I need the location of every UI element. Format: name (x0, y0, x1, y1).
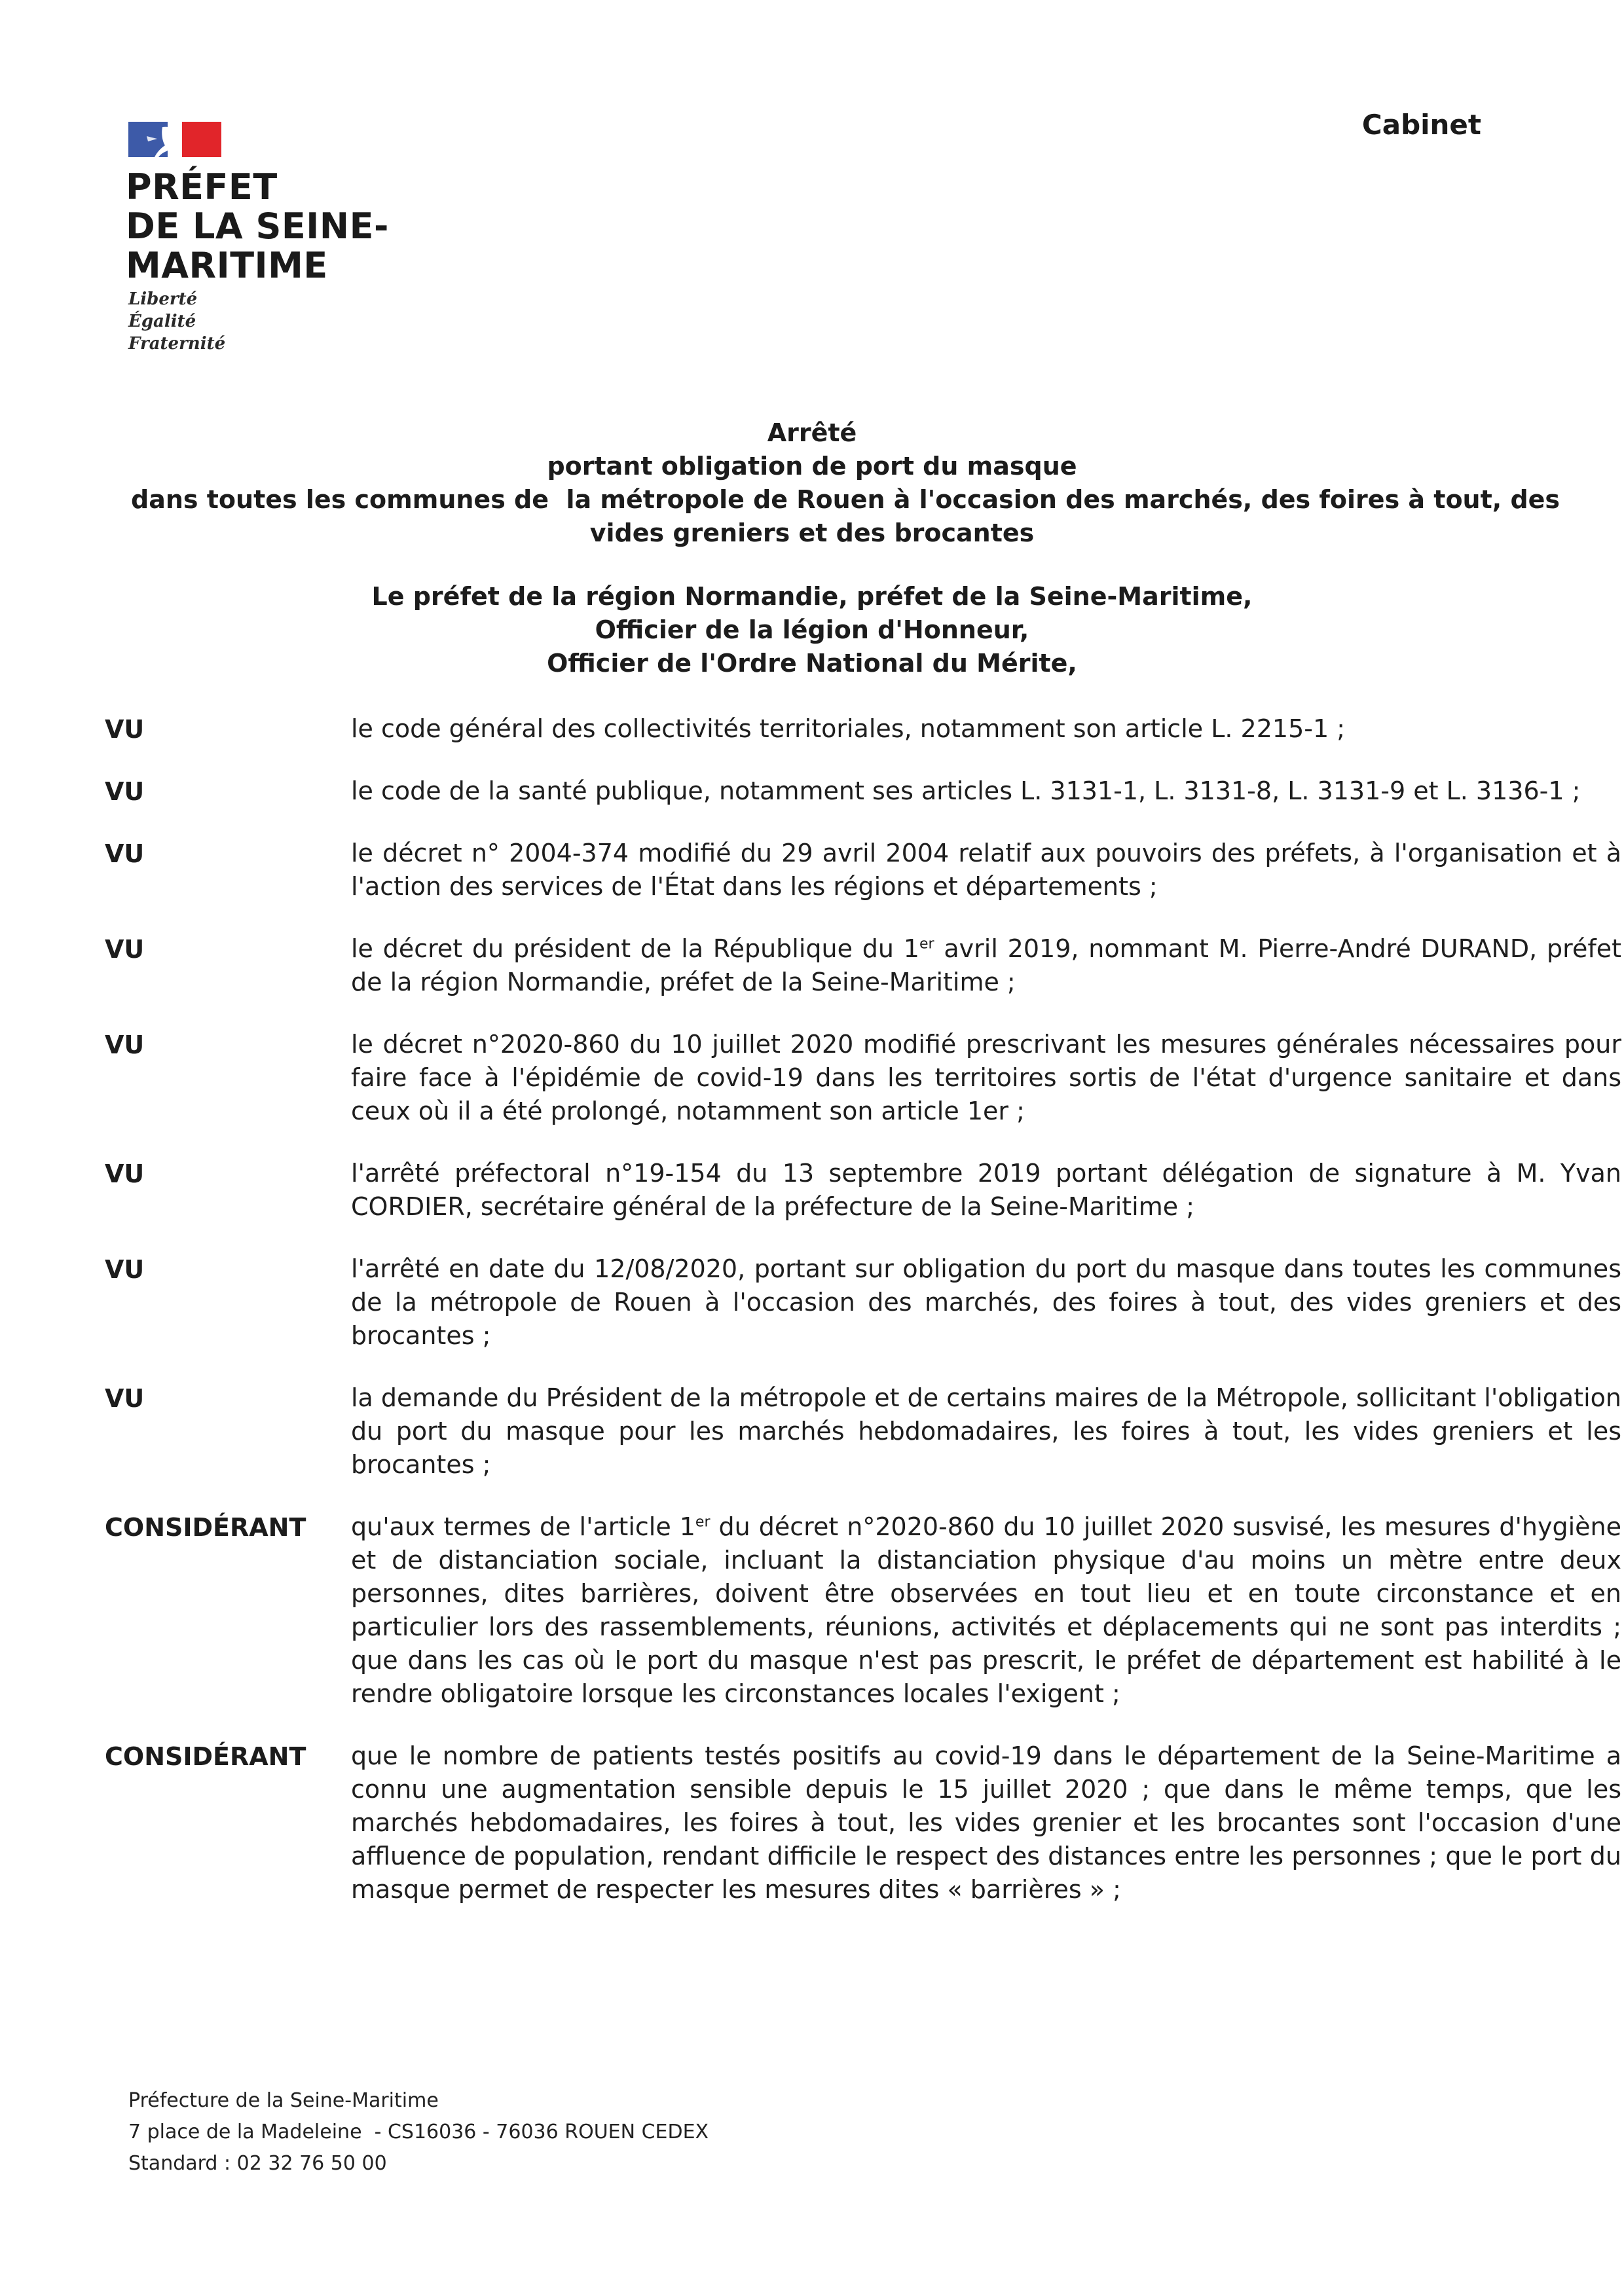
recital-text-part: avril 2019, nommant M. Pierre-André DURAND, préfet de la région Normandie, préfet de la Seine-Maritime ; (351, 934, 1621, 996)
authority-line-3: Officier de l'Ordre National du Mérite, (547, 649, 1077, 678)
recital-text (351, 712, 1621, 746)
motto-egalite: Égalité (128, 312, 196, 331)
recital-item (105, 1740, 1621, 1906)
recital-text-part: le code de la santé publique, notamment ses articles L. 3131-1, L. 3131-8, L. 3131-9 et L. 3136-1 ; (351, 776, 1581, 805)
title-line-1: Arrêté (767, 418, 857, 447)
superscript: er (695, 1514, 710, 1531)
recital-text (351, 1510, 1621, 1711)
recital-text-part: qu'aux termes de l'article 1 (351, 1512, 695, 1541)
recital-label: CONSIDÉRANT (105, 1742, 306, 1771)
recital-label: CONSIDÉRANT (105, 1513, 306, 1542)
recital-text (351, 837, 1621, 903)
recital-label: VU (105, 935, 145, 964)
recital-label: VU (105, 1159, 145, 1188)
recital-item (105, 1252, 1621, 1353)
recital-label: VU (105, 1030, 145, 1059)
recital-text-part: le décret n°2020-860 du 10 juillet 2020 modifié prescrivant les mesures générales nécessaires pour faire face à l'épidémie de covid-19 dans les territoires sortis de l'état d'urgence sanitaire et dans ceux où il a été prolongé, notamment son article 1er ; (351, 1030, 1621, 1125)
service-label: Cabinet (1361, 109, 1481, 141)
footer-line-3: Standard : 02 32 76 50 00 (128, 2152, 387, 2175)
prefet-title (126, 168, 389, 285)
marianne-logo (128, 122, 221, 157)
authority-block (131, 580, 1493, 680)
recital-text (351, 1252, 1621, 1353)
recital-text-part: l'arrêté préfectoral n°19-154 du 13 septembre 2019 portant délégation de signature à M. Yvan CORDIER, secrétaire général de la préfecture de la Seine-Maritime ; (351, 1159, 1621, 1221)
recital-text (351, 774, 1621, 808)
recital-label: VU (105, 1384, 145, 1413)
recital-item (105, 712, 1519, 746)
title-line-3: dans toutes les communes de la métropole de Rouen à l'occasion des marchés, des foires à tout, des (131, 485, 1560, 514)
recital-text-part: du décret n°2020-860 du 10 juillet 2020 susvisé, les mesures d'hygiène et de distanciation sociale, incluant la distanciation physique d'au moins un mètre entre deux personnes, dites barrières, doivent être observées en tout lieu et en toute circonstance et en particulier lors des rassemblements, réunions, activités et déplacements qui ne sont pas interdits ; que dans les cas où le port du masque n'est pas prescrit, le préfet de département est habilité à le rendre obligatoire lorsque les circonstances locales l'exigent ; (351, 1512, 1621, 1708)
footer-address (128, 2085, 709, 2179)
recital-item (105, 932, 1621, 999)
recital-text-part: l'arrêté en date du 12/08/2020, portant sur obligation du port du masque dans toutes les communes de la métropole de Rouen à l'occasion des marchés, des foires à tout, des vides greniers et des brocantes ; (351, 1254, 1621, 1350)
footer-line-1: Préfecture de la Seine-Maritime (128, 2089, 439, 2112)
recital-item (105, 1157, 1621, 1224)
decree-title (131, 416, 1560, 550)
recital-text-part: la demande du Président de la métropole et de certains maires de la Métropole, sollicitant l'obligation du port du masque pour les marchés hebdomadaires, les foires à tout, les vides greniers et les brocantes ; (351, 1383, 1621, 1479)
title-line-4: vides greniers et des brocantes (589, 519, 1035, 547)
recital-text (351, 1381, 1621, 1482)
recital-label: VU (105, 1255, 145, 1284)
recital-item (105, 837, 1621, 903)
recital-text-part: le décret n° 2004-374 modifié du 29 avril 2004 relatif aux pouvoirs des préfets, à l'organisation et à l'action des services de l'État dans les régions et départements ; (351, 839, 1621, 901)
recital-text-part: le code général des collectivités territoriales, notamment son article L. 2215-1 ; (351, 714, 1346, 743)
superscript: er (919, 936, 934, 953)
recital-text (351, 1740, 1621, 1906)
recital-text (351, 1028, 1621, 1128)
recital-text (351, 1157, 1621, 1224)
recital-label: VU (105, 777, 145, 806)
recital-text-part: le décret du président de la République du 1 (351, 934, 919, 963)
recitals-list (105, 712, 1621, 1935)
recital-item (105, 1510, 1621, 1711)
motto-fraternite: Fraternité (128, 334, 226, 354)
prefet-line-3: MARITIME (126, 245, 328, 286)
recital-label: VU (105, 839, 145, 868)
footer-line-2: 7 place de la Madeleine - CS16036 - 76036 ROUEN CEDEX (128, 2121, 709, 2143)
recital-item (105, 774, 1581, 808)
recital-item (105, 1028, 1621, 1128)
recital-item (105, 1381, 1621, 1482)
prefet-line-2: DE LA SEINE- (126, 206, 389, 247)
title-line-2: portant obligation de port du masque (547, 452, 1077, 481)
recital-text-part: que le nombre de patients testés positifs au covid-19 dans le département de la Seine-Maritime a connu une augmentation sensible depuis le 15 juillet 2020 ; que dans le même temps, que les marchés hebdomadaires, les foires à tout, les vides grenier et les brocantes sont l'occasion d'une affluence de population, rendant difficile le respect des distances entre les personnes ; que le port du masque permet de respecter les mesures dites « barrières » ; (351, 1741, 1621, 1904)
motto-liberte: Liberté (128, 289, 198, 309)
authority-line-1: Le préfet de la région Normandie, préfet de la Seine-Maritime, (371, 582, 1253, 611)
recital-text (351, 932, 1621, 999)
prefet-line-1: PRÉFET (126, 166, 278, 208)
recital-label: VU (105, 715, 145, 744)
authority-line-2: Officier de la légion d'Honneur, (595, 615, 1029, 644)
republic-motto (128, 288, 225, 355)
